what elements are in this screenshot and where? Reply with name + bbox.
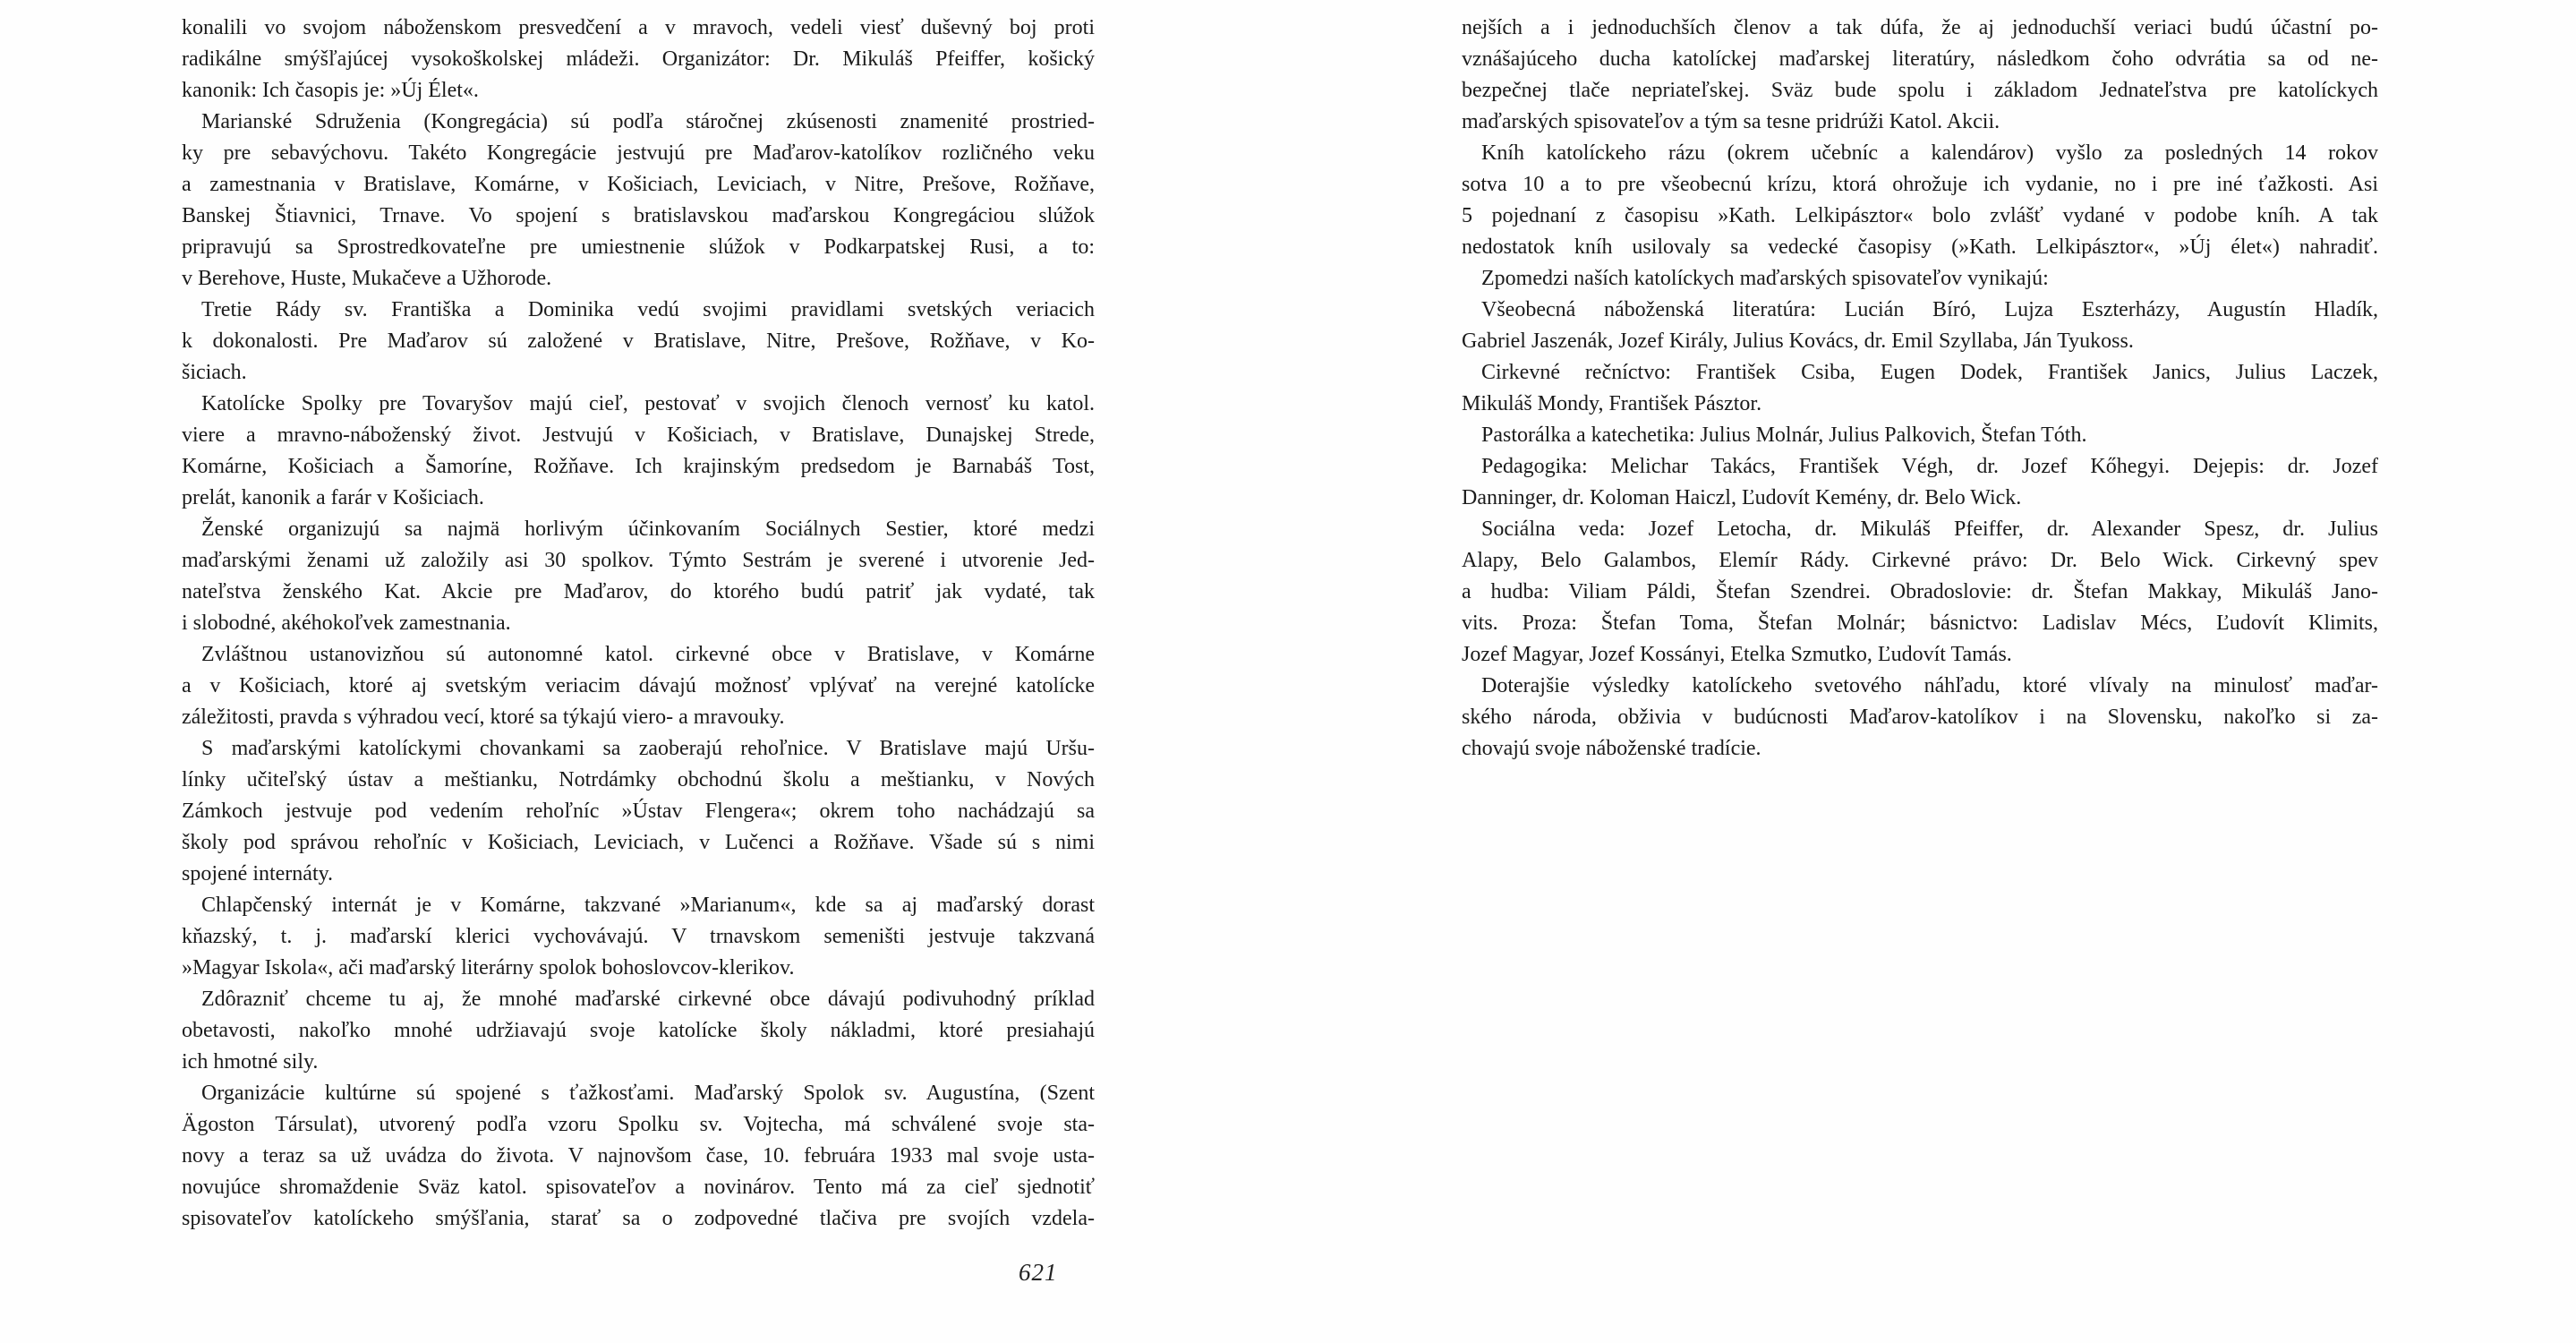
text-line: Ägoston Társulat), utvorený podľa vzoru Spolku sv. Vojtecha, má schválené svoje sta- [182, 1113, 1095, 1136]
paragraph [182, 13, 1095, 107]
text-line: viere a mravno-náboženský život. Jestvujú v Košiciach, v Bratislave, Dunajskej Strede, [182, 423, 1095, 447]
text-line: novy a teraz sa už uvádza do života. V najnovšom čase, 10. februára 1933 mal svoje usta- [182, 1144, 1095, 1168]
text-line: Katolícke Spolky pre Tovaryšov majú cieľ, pestovať v svojich členoch vernosť ku katol. [201, 392, 1095, 415]
text-line: a hudba: Viliam Páldi, Štefan Szendrei. Obradoslovie: dr. Štefan Makkay, Mikuláš Jano- [1462, 580, 2378, 603]
text-line: šiciach. [182, 361, 247, 384]
text-line: Organizácie kultúrne sú spojené s ťažkosťami. Maďarský Spolok sv. Augustína, (Szent [201, 1082, 1095, 1105]
paragraph [1462, 671, 2378, 765]
text-line: Danninger, dr. Koloman Haiczl, Ľudovít Kemény, dr. Belo Wick. [1462, 486, 2022, 509]
text-line: Jozef Magyar, Jozef Kossányi, Etelka Szmutko, Ľudovít Tamás. [1462, 643, 2012, 666]
paragraph [182, 890, 1095, 984]
text-line: kanonik: Ich časopis je: »Új Élet«. [182, 79, 479, 102]
paragraph [182, 295, 1095, 389]
paragraph [182, 514, 1095, 639]
text-line: Komárne, Košiciach a Šamoríne, Rožňave. Ich krajinským predsedom je Barnabáš Tost, [182, 455, 1095, 478]
paragraph [1462, 357, 2378, 420]
text-line: ich hmotné sily. [182, 1050, 319, 1074]
text-line: Banskej Štiavnici, Trnave. Vo spojení s bratislavskou maďarskou Kongregáciou slúžok [182, 204, 1095, 227]
text-line: línky učiteľský ústav a meštianku, Notrdámky obchodnú školu a meštianku, v Nových [182, 768, 1095, 791]
text-line: Marianské Sdruženia (Kongregácia) sú podľa stáročnej zkúsenosti znamenité prostried- [201, 110, 1095, 133]
paragraph [182, 389, 1095, 514]
text-line: maďarských spisovateľov a tým sa tesne pridrúži Katol. Akcii. [1462, 110, 2000, 133]
text-line: spojené internáty. [182, 862, 334, 885]
text-line: Tretie Rády sv. Františka a Dominika vedú svojimi pravidlami svetských veriacich [201, 298, 1095, 321]
text-line: Zdôrazniť chceme tu aj, že mnohé maďarské cirkevné obce dávajú podivuhodný príklad [201, 988, 1095, 1011]
text-line: 5 pojednaní z časopisu »Kath. Lelkipásztor« bolo zvlášť vydané v podobe kníh. A tak [1462, 204, 2378, 227]
text-line: maďarskými ženami už založily asi 30 spolkov. Týmto Sestrám je sverené i utvorenie Jed- [182, 549, 1095, 572]
text-line: Zvláštnou ustanovizňou sú autonomné katol. cirkevné obce v Bratislave, v Komárne [201, 643, 1095, 666]
text-line: nateľstva ženského Kat. Akcie pre Maďarov, do ktorého budú patriť jak vydaté, tak [182, 580, 1095, 603]
text-line: Pastorálka a katechetika: Julius Molnár, Julius Palkovich, Štefan Tóth. [1481, 423, 2087, 447]
text-line: Doterajšie výsledky katolíckeho svetového náhľadu, ktoré vlívaly na minulosť maďar- [1481, 674, 2378, 697]
text-line: prelát, kanonik a farár v Košiciach. [182, 486, 484, 509]
text-line: Gabriel Jaszenák, Jozef Király, Julius Kovács, dr. Emil Szyllaba, Ján Tyukoss. [1462, 329, 2134, 353]
text-line: kňazský, t. j. maďarskí klerici vychovávajú. V trnavskom semeništi jestvuje takzvaná [182, 925, 1095, 948]
text-line: pripravujú sa Sprostredkovateľne pre umiestnenie slúžok v Podkarpatskej Rusi, a to: [182, 235, 1095, 259]
text-line: Ženské organizujú sa najmä horlivým účinkovaním Sociálnych Sestier, ktoré medzi [201, 518, 1095, 541]
text-line: obetavosti, nakoľko mnohé udržiavajú svoje katolícke školy nákladmi, ktoré presiahajú [182, 1019, 1095, 1042]
text-line: i slobodné, akéhokoľvek zamestnania. [182, 612, 511, 635]
paragraph [1462, 13, 2378, 138]
text-line: novujúce shromaždenie Sväz katol. spisovateľov a novinárov. Tento má za cieľ sjednotiť [182, 1176, 1095, 1199]
text-line: vits. Proza: Štefan Toma, Štefan Molnár; básnictvo: Ladislav Mécs, Ľudovít Klimits, [1462, 612, 2378, 635]
paragraph [1462, 420, 2378, 451]
paragraph [182, 639, 1095, 733]
text-line: bezpečnej tlače nepriateľskej. Sväz bude spolu i základom Jednateľstva pre katolíckych [1462, 79, 2378, 102]
text-line: a zamestnania v Bratislave, Komárne, v Košiciach, Leviciach, v Nitre, Prešove, Rožňave, [182, 173, 1095, 196]
text-line: »Magyar Iskola«, ači maďarský literárny spolok bohoslovcov-klerikov. [182, 956, 795, 979]
text-line: Alapy, Belo Galambos, Elemír Rády. Cirkevné právo: Dr. Belo Wick. Cirkevný spev [1462, 549, 2378, 572]
paragraph [182, 733, 1095, 890]
text-line: Mikuláš Mondy, František Pásztor. [1462, 392, 1762, 415]
text-line: ského národa, obživia v budúcnosti Maďarov-katolíkov i na Slovensku, nakoľko si za- [1462, 706, 2378, 729]
text-line: S maďarskými katolíckymi chovankami sa zaoberajú rehoľnice. V Bratislave majú Uršu- [201, 737, 1095, 760]
left-column [182, 13, 1095, 1235]
text-line: Pedagogika: Melichar Takács, František Végh, dr. Jozef Kőhegyi. Dejepis: dr. Jozef [1481, 455, 2378, 478]
text-line: Sociálna veda: Jozef Letocha, dr. Mikuláš Pfeiffer, dr. Alexander Spesz, dr. Julius [1481, 518, 2378, 541]
text-line: Chlapčenský internát je v Komárne, takzvané »Marianum«, kde sa aj maďarský dorast [201, 894, 1095, 917]
text-line: Cirkevné rečníctvo: František Csiba, Eugen Dodek, František Janics, Julius Laczek, [1481, 361, 2378, 384]
text-line: nejších a i jednoduchších členov a tak dúfa, že aj jednoduchší veriaci budú účastní po- [1462, 16, 2378, 39]
text-line: spisovateľov katolíckeho smýšľania, starať sa o zodpovedné tlačiva pre svojích vzdela- [182, 1207, 1095, 1230]
paragraph [182, 107, 1095, 295]
text-line: konalili vo svojom náboženskom presvedčení a v mravoch, vedeli viesť duševný boj proti [182, 16, 1095, 39]
text-line: záležitosti, pravda s výhradou vecí, ktoré sa týkajú viero- a mravouky. [182, 706, 785, 729]
text-line: k dokonalosti. Pre Maďarov sú založené v Bratislave, Nitre, Prešove, Rožňave, v Ko- [182, 329, 1095, 353]
right-column [1462, 13, 2378, 765]
text-line: v Berehove, Huste, Mukačeve a Užhorode. [182, 267, 552, 290]
paragraph [182, 1078, 1095, 1235]
paragraph [182, 984, 1095, 1078]
text-line: Zámkoch jestvuje pod vedením rehoľníc »Ústav Flengera«; okrem toho nachádzajú sa [182, 800, 1095, 823]
paragraph [1462, 138, 2378, 263]
text-line: Zpomedzi naších katolíckych maďarských spisovateľov vynikajú: [1481, 267, 2049, 290]
paragraph [1462, 514, 2378, 671]
text-line: chovajú svoje náboženské tradície. [1462, 737, 1761, 760]
paragraph [1462, 295, 2378, 357]
text-line: sotva 10 a to pre všeobecnú krízu, ktorá ohrožuje ich vydanie, no i pre iné ťažkosti. Asi [1462, 173, 2378, 196]
text-line: a v Košiciach, ktoré aj svetským veriacim dávajú možnosť vplývať na verejné katolícke [182, 674, 1095, 697]
text-line: školy pod správou rehoľníc v Košiciach, Leviciach, v Lučenci a Rožňave. Všade sú s nimi [182, 831, 1095, 854]
text-line: radikálne smýšľajúcej vysokoškolskej mládeži. Organizátor: Dr. Mikuláš Pfeiffer, košický [182, 47, 1095, 71]
text-line: vznášajúceho ducha katolíckej maďarskej literatúry, následkom čoho odvrátia sa od ne- [1462, 47, 2378, 71]
page-number: 621 [1019, 1259, 1058, 1286]
text-line: ky pre sebavýchovu. Takéto Kongregácie jestvujú pre Maďarov-katolíkov rozličného veku [182, 141, 1095, 165]
text-line: Všeobecná náboženská literatúra: Lucián Bíró, Lujza Eszterházy, Augustín Hladík, [1481, 298, 2378, 321]
paragraph [1462, 451, 2378, 514]
paragraph [1462, 263, 2378, 295]
text-line: nedostatok kníh usilovaly sa vedecké časopisy (»Kath. Lelkipásztor«, »Új élet«) nahradiť. [1462, 235, 2378, 259]
text-line: Kníh katolíckeho rázu (okrem učebníc a kalendárov) vyšlo za posledných 14 rokov [1481, 141, 2378, 165]
